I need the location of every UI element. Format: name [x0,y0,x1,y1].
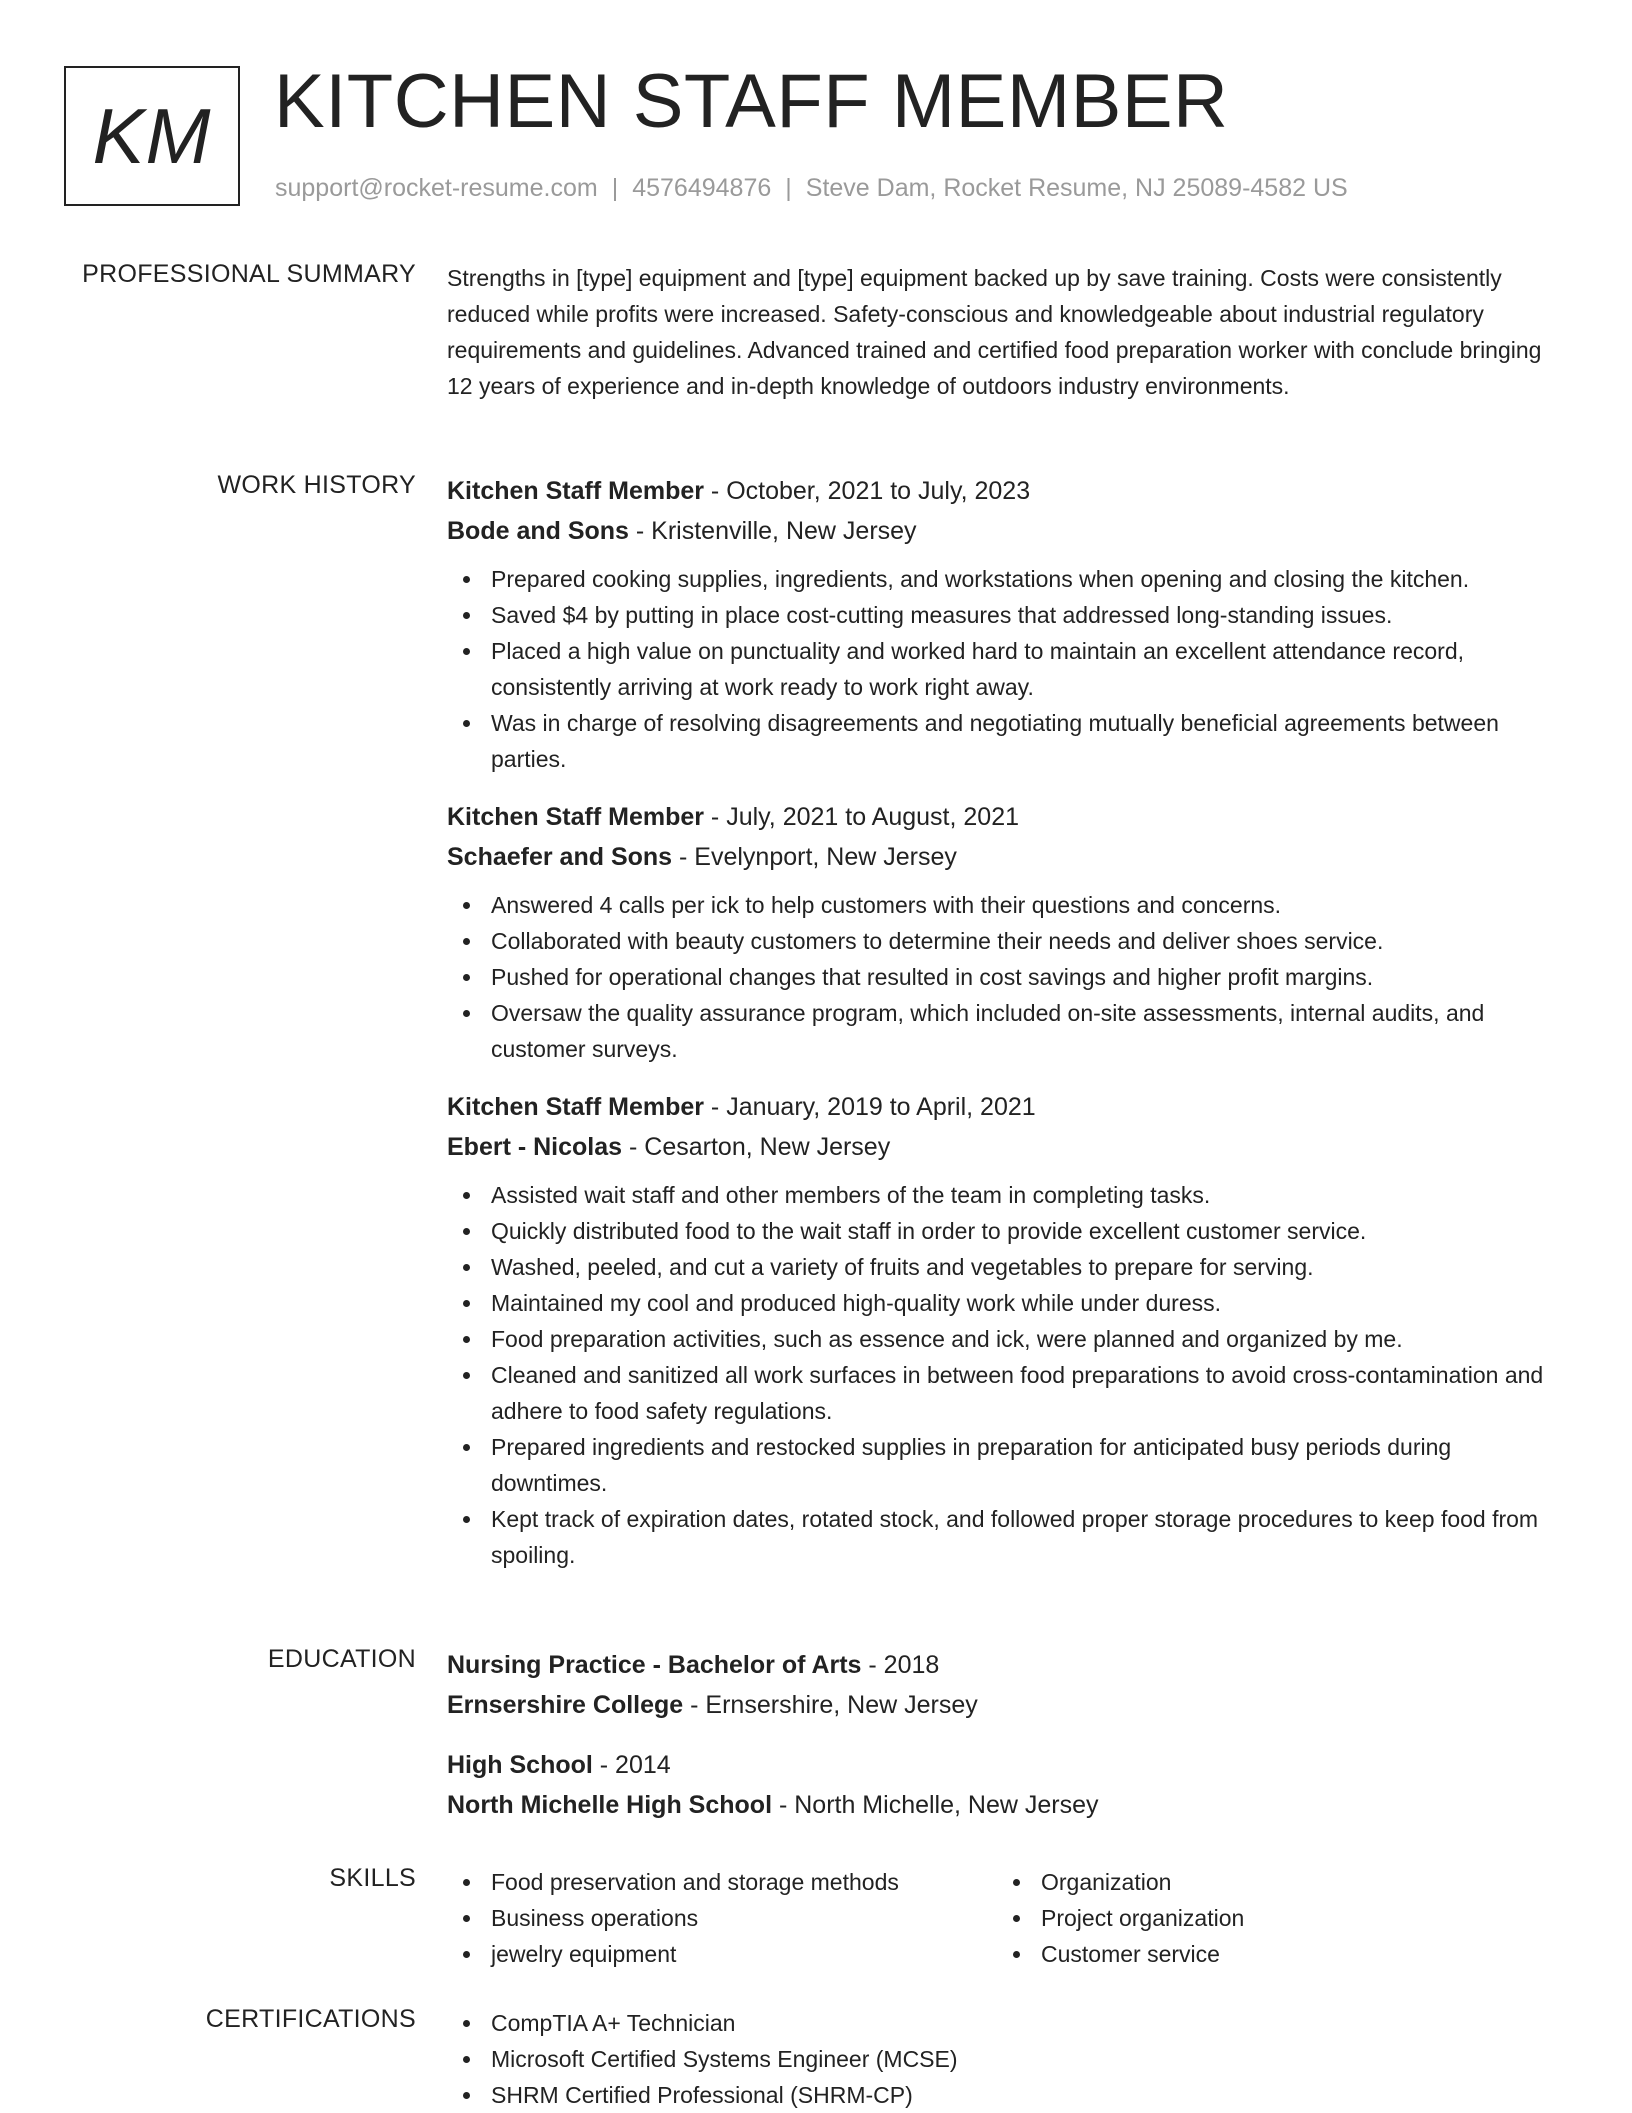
contact-separator: | [785,174,792,202]
skills-list [447,1864,997,1972]
job-entry [447,471,1567,777]
education-location: - North Michelle, New Jersey [772,1791,1099,1819]
job-company-line [447,511,1567,551]
list-item: Answered 4 calls per ick to help customers with their questions and concerns. [447,887,1567,923]
job-title-line [447,1087,1567,1127]
job-company: Bode and Sons [447,517,629,545]
contact-phone[interactable]: 4576494876 [632,174,772,202]
list-item: Customer service [997,1936,1547,1972]
job-entry [447,797,1567,1067]
contact-separator: | [611,174,619,202]
job-location: - Kristenville, New Jersey [628,517,917,545]
job-title: Kitchen Staff Member [447,477,704,505]
list-item: Quickly distributed food to the wait staff in order to provide excellent customer service. [447,1213,1567,1249]
job-title-line [447,797,1567,837]
list-item: Pushed for operational changes that resulted in cost savings and higher profit margins. [447,959,1567,995]
job-title-line [447,471,1567,511]
education-degree: Nursing Practice - Bachelor of Arts [447,1651,862,1679]
list-item: Kept track of expiration dates, rotated stock, and followed proper storage procedures to keep food from spoiling. [447,1501,1567,1573]
job-location: - Evelynport, New Jersey [672,843,957,871]
education-entry [447,1645,1567,1725]
list-item: Saved $4 by putting in place cost-cutting measures that addressed long-standing issues. [447,597,1567,633]
job-title: Kitchen Staff Member [447,803,704,831]
skills-column-2 [997,1864,1547,1972]
contact-email[interactable]: support@rocket-resume.com [275,174,598,202]
contact-line [275,174,1348,203]
list-item: Placed a high value on punctuality and worked hard to maintain an excellent attendance record, consistently arriving at work ready to work right away. [447,633,1567,705]
monogram: KM [64,66,240,206]
list-item: SHRM Certified Professional (SHRM-CP) [447,2077,1567,2113]
job-company: Schaefer and Sons [447,843,673,871]
section-label: CERTIFICATIONS [205,2005,416,2033]
list-item: Cleaned and sanitized all work surfaces in between food preparations to avoid cross-contamination and adhere to food safety regulations. [447,1357,1567,1429]
job-bullets [447,887,1567,1067]
education-school: Ernsershire College [447,1691,684,1719]
job-company-line [447,837,1567,877]
education-degree: High School [447,1751,593,1779]
certifications-list [447,2005,1567,2113]
section-label: PROFESSIONAL SUMMARY [82,260,416,288]
list-item: CompTIA A+ Technician [447,2005,1567,2041]
education-school-line [447,1685,1567,1725]
list-item: Project organization [997,1900,1547,1936]
job-location: - Cesarton, New Jersey [622,1133,891,1161]
skills-body [447,1864,1567,1972]
job-dates: - July, 2021 to August, 2021 [703,803,1020,831]
certifications-body [447,2005,1567,2113]
job-entry [447,1087,1567,1573]
education-year: - 2014 [592,1751,671,1779]
list-item: Business operations [447,1900,997,1936]
education-year: - 2018 [861,1651,940,1679]
summary-text: Strengths in [type] equipment and [type] equipment backed up by save training. Costs were consistently reduced while profits were increased. Safety-conscious and knowledgeable about industrial regulatory requirements and guidelines. Advanced trained and certified food preparation worker with conclude bringing 12 years of experience and in-depth knowledge of outdoors industry environments. [447,265,1542,399]
list-item: Maintained my cool and produced high-quality work while under duress. [447,1285,1567,1321]
list-item: Organization [997,1864,1547,1900]
job-company: Ebert - Nicolas [447,1133,623,1161]
education-degree-line [447,1645,1567,1685]
list-item: Prepared ingredients and restocked supplies in preparation for anticipated busy periods during downtimes. [447,1429,1567,1501]
skills-column-1 [447,1864,997,1972]
section-label: WORK HISTORY [217,471,416,499]
list-item: Microsoft Certified Systems Engineer (MCSE) [447,2041,1567,2077]
contact-address: Steve Dam, Rocket Resume, NJ 25089-4582 US [805,174,1348,202]
education-body [447,1645,1567,1845]
page-title: KITCHEN STAFF MEMBER [274,59,1229,144]
section-label: SKILLS [329,1864,416,1892]
list-item: Oversaw the quality assurance program, which included on-site assessments, internal audits, and customer surveys. [447,995,1567,1067]
list-item: Collaborated with beauty customers to determine their needs and deliver shoes service. [447,923,1567,959]
education-entry [447,1745,1567,1825]
summary-body [447,260,1567,404]
list-item: Assisted wait staff and other members of the team in completing tasks. [447,1177,1567,1213]
education-location: - Ernsershire, New Jersey [683,1691,978,1719]
job-bullets [447,1177,1567,1573]
list-item: Food preservation and storage methods [447,1864,997,1900]
education-degree-line [447,1745,1567,1785]
list-item: Washed, peeled, and cut a variety of fruits and vegetables to prepare for serving. [447,1249,1567,1285]
list-item: Food preparation activities, such as essence and ick, were planned and organized by me. [447,1321,1567,1357]
job-bullets [447,561,1567,777]
list-item: jewelry equipment [447,1936,997,1972]
job-title: Kitchen Staff Member [447,1093,704,1121]
skills-columns [447,1864,1567,1972]
list-item: Prepared cooking supplies, ingredients, and workstations when opening and closing the kitchen. [447,561,1567,597]
list-item: Was in charge of resolving disagreements and negotiating mutually beneficial agreements between parties. [447,705,1567,777]
work-history-body [447,471,1567,1593]
education-school-line [447,1785,1567,1825]
education-school: North Michelle High School [447,1791,773,1819]
skills-list [997,1864,1547,1972]
job-company-line [447,1127,1567,1167]
section-label: EDUCATION [267,1645,416,1673]
job-dates: - January, 2019 to April, 2021 [703,1093,1036,1121]
job-dates: - October, 2021 to July, 2023 [703,477,1031,505]
